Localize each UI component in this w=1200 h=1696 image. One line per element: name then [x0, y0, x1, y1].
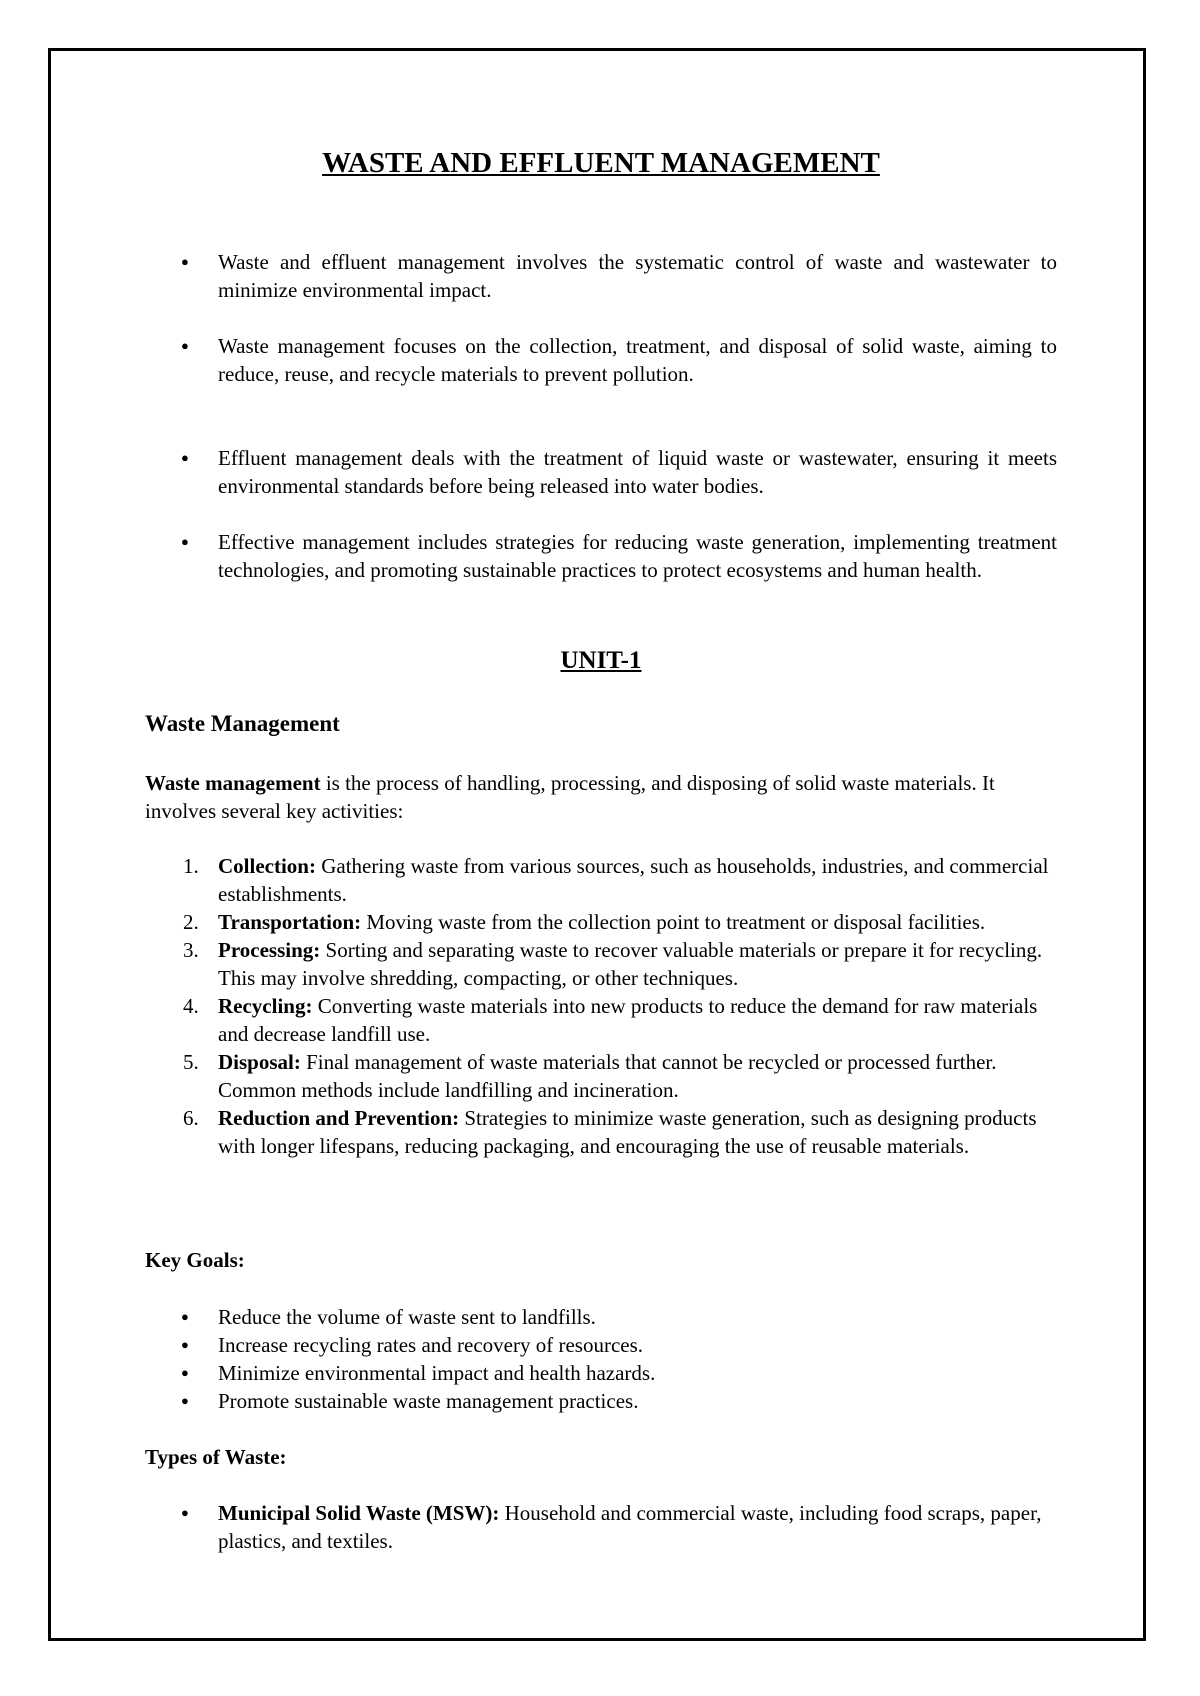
intro-bullet-item: ● Waste and effluent management involves the systematic control of waste and wastewater to minimize environmental impact. — [181, 250, 1057, 302]
key-goal-item: ● Promote sustainable waste management practices. — [181, 1389, 639, 1413]
intro-bullet-item: ● Effluent management deals with the treatment of liquid waste or wastewater, ensuring it meets environmental standards before being released into water bodies. — [181, 446, 1057, 498]
bullet-icon: ● — [181, 1337, 189, 1352]
bullet-icon: ● — [181, 338, 189, 353]
key-goal-item: ● Reduce the volume of waste sent to landfills. — [181, 1305, 596, 1329]
activity-item: 1. Collection: Gathering waste from various sources, such as households, industries, and commercial establishments. — [183, 854, 1049, 906]
bullet-icon: ● — [181, 450, 189, 465]
activity-item: 5. Disposal: Final management of waste materials that cannot be recycled or processed further. Common methods include landfilling and incineration. — [183, 1050, 997, 1102]
types-heading: Types of Waste: — [145, 1445, 287, 1469]
activity-item: 6. Reduction and Prevention: Strategies to minimize waste generation, such as designing products with longer lifespans, reducing packaging, and encouraging the use of reusable materials. — [183, 1106, 1037, 1158]
key-goals-list — [145, 1303, 1057, 1415]
bullet-icon: ● — [181, 254, 189, 269]
activities-list — [145, 852, 1057, 1160]
section-heading: Waste Management — [145, 711, 340, 736]
key-goal-item: ● Increase recycling rates and recovery of resources. — [181, 1333, 644, 1357]
types-list — [145, 1499, 1057, 1555]
activity-item: 2. Transportation: Moving waste from the collection point to treatment or disposal facilities. — [183, 910, 986, 934]
bullet-icon: ● — [181, 1393, 189, 1408]
intro-bullet-list — [145, 248, 1057, 584]
unit-title: UNIT-1 — [560, 647, 642, 674]
document-title: WASTE AND EFFLUENT MANAGEMENT — [322, 147, 880, 179]
intro-bullet-item: ● Waste management focuses on the collection, treatment, and disposal of solid waste, aiming to reduce, reuse, and recycle materials to prevent pollution. — [181, 334, 1057, 386]
bullet-icon: ● — [181, 1365, 189, 1380]
key-goals-heading: Key Goals: — [145, 1248, 245, 1272]
type-item: ● Municipal Solid Waste (MSW): Household and commercial waste, including food scraps, paper, plastics, and textiles. — [181, 1501, 1042, 1553]
bullet-icon: ● — [181, 534, 189, 549]
bullet-icon: ● — [181, 1505, 189, 1520]
key-goal-item: ● Minimize environmental impact and health hazards. — [181, 1361, 656, 1385]
activity-item: 4. Recycling: Converting waste materials into new products to reduce the demand for raw materials and decrease landfill use. — [183, 994, 1038, 1046]
intro-bullet-item: ● Effective management includes strategies for reducing waste generation, implementing treatment technologies, and promoting sustainable practices to protect ecosystems and human health. — [181, 530, 1057, 582]
activity-item: 3. Processing: Sorting and separating waste to recover valuable materials or prepare it for recycling. This may involve shredding, compacting, or other techniques. — [183, 938, 1043, 990]
bullet-icon: ● — [181, 1309, 189, 1324]
intro-paragraph: Waste management is the process of handling, processing, and disposing of solid waste materials. It involves several key activities: — [145, 771, 995, 823]
